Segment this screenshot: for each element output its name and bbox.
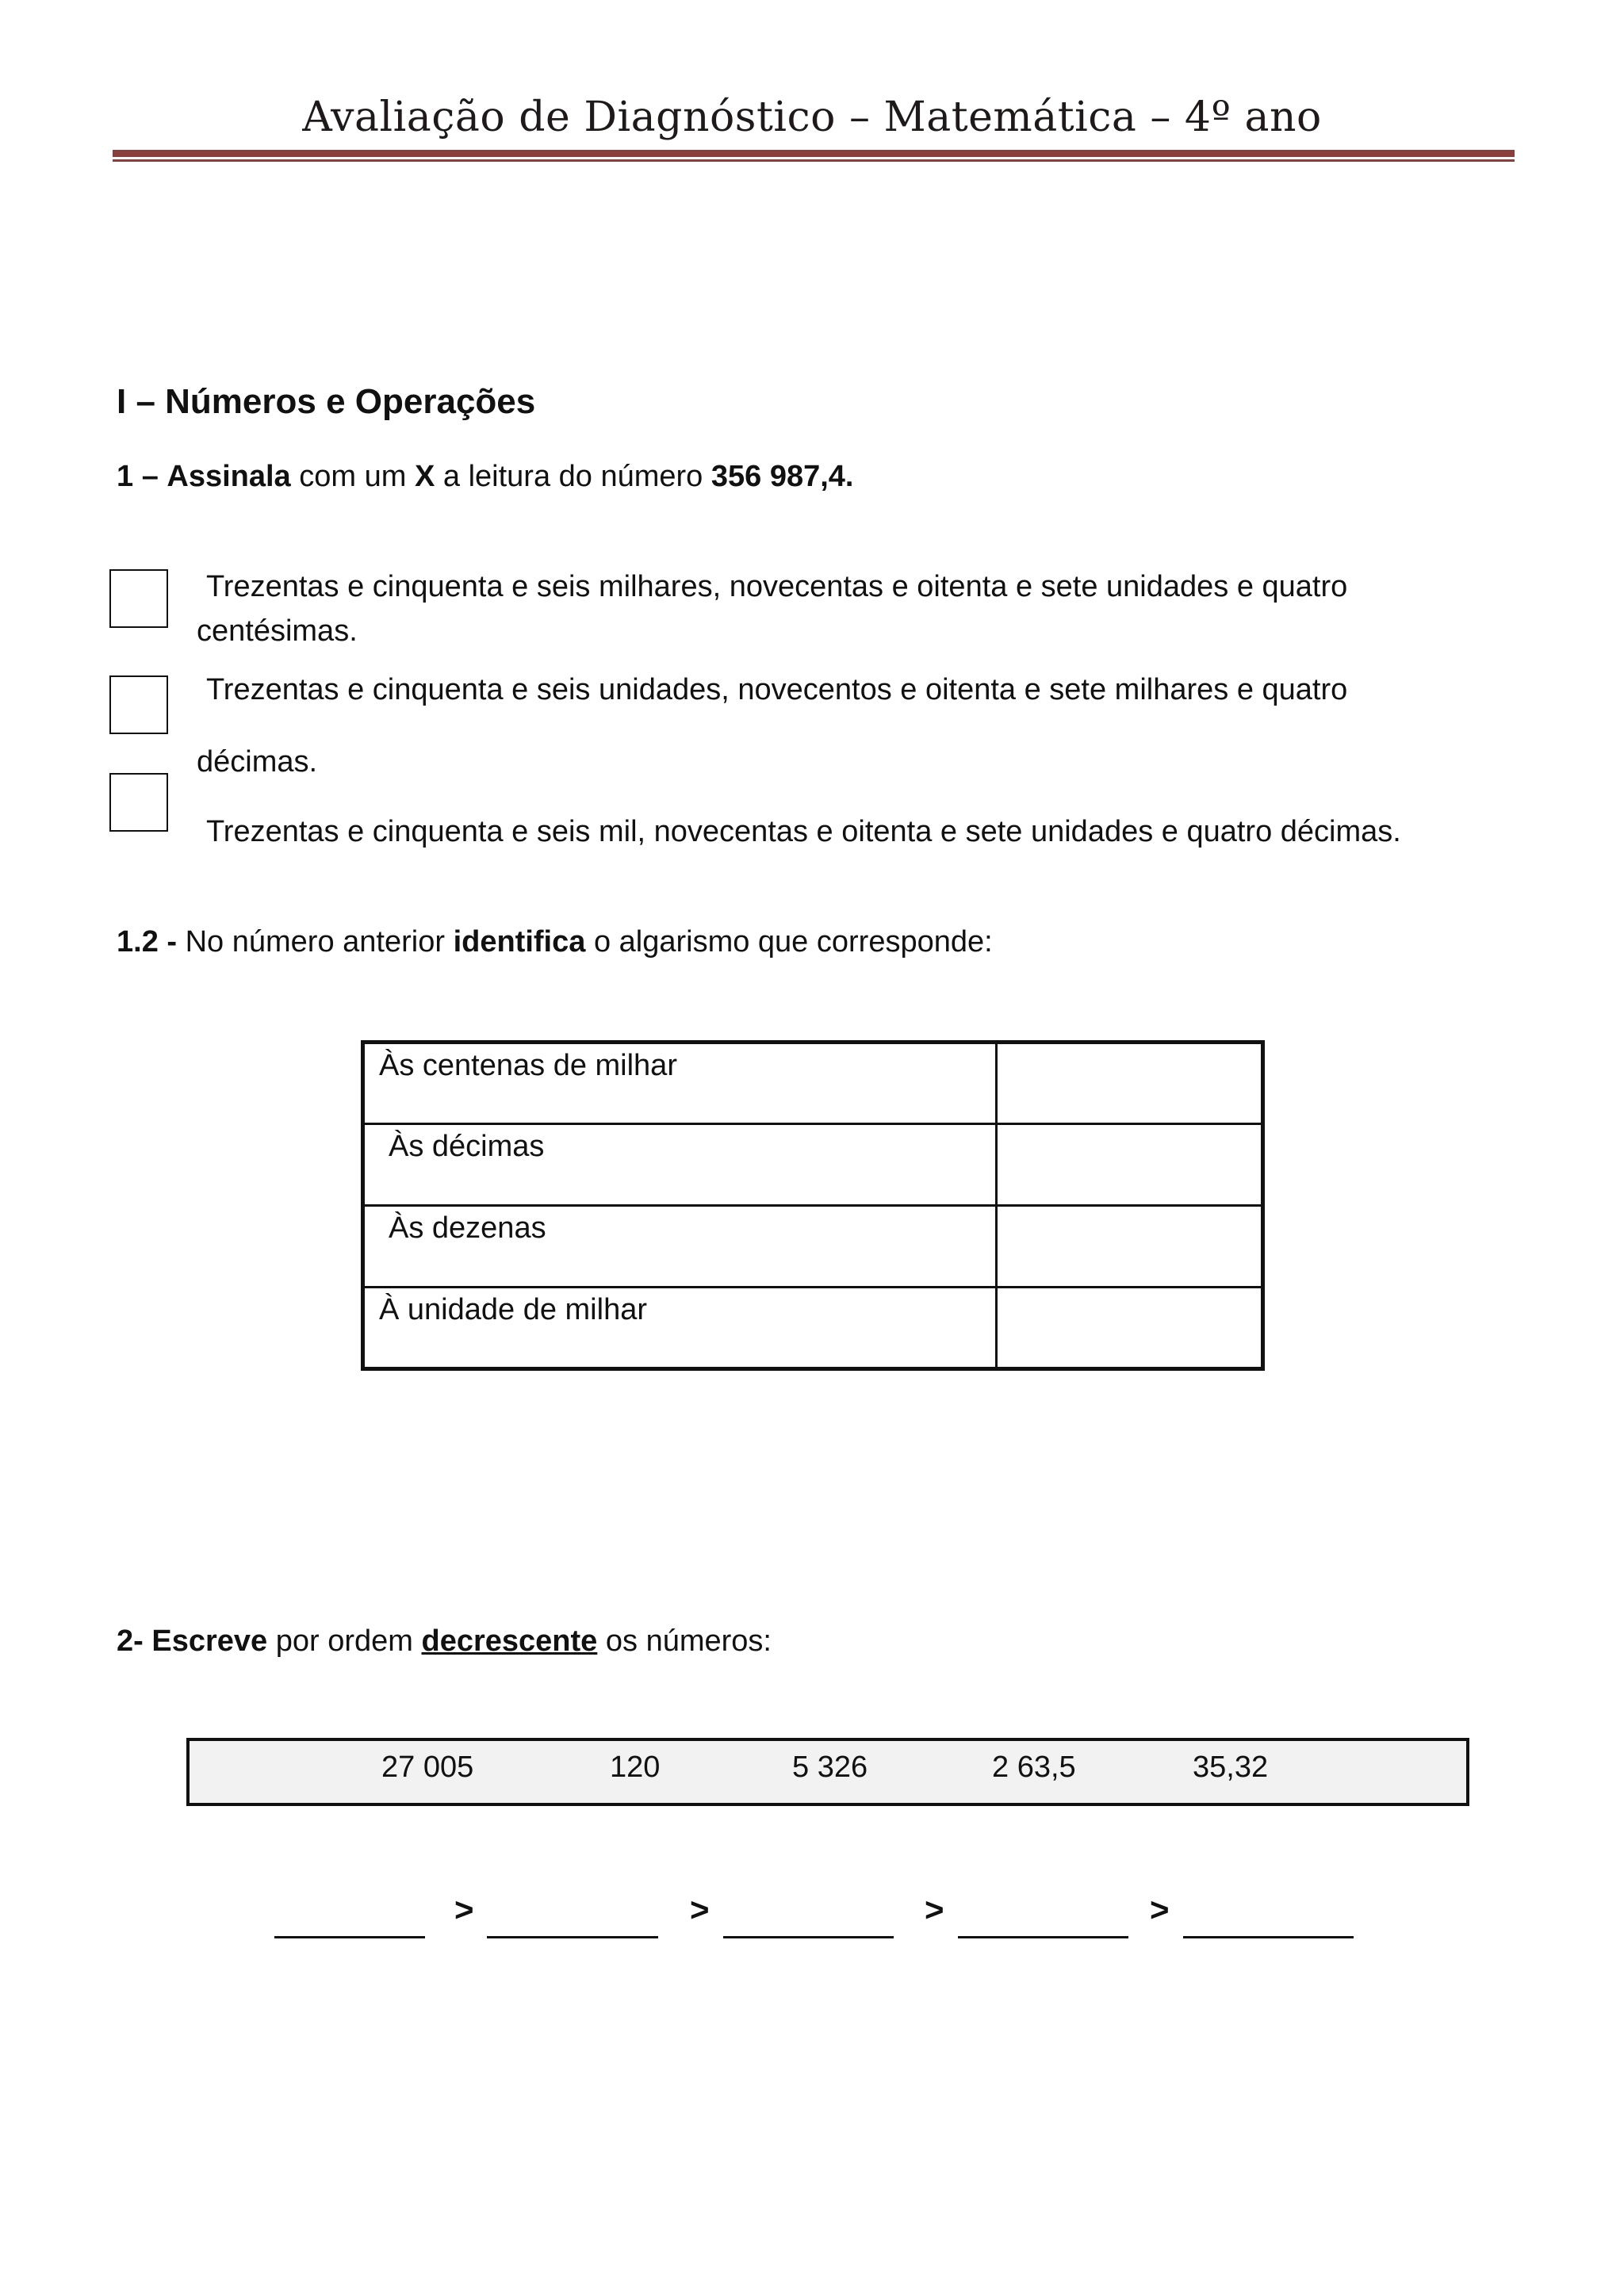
table-row [363, 1124, 1263, 1206]
question-1-value: 356 987,4. [710, 460, 854, 493]
answer-cell[interactable] [997, 1043, 1263, 1124]
question-2 [117, 1624, 772, 1659]
question-1-text-a: com um [299, 460, 407, 493]
option-2-line-1: Trezentas e cinquenta e seis unidades, novecentos e oitenta e sete milhares e quatro [206, 673, 1348, 706]
table-row-label: Às dezenas [363, 1206, 997, 1288]
table-row [363, 1206, 1263, 1288]
option-2-line-2: décimas. [197, 745, 318, 779]
number-item: 35,32 [1193, 1751, 1269, 1784]
question-1-2-text-a: No número anterior [185, 925, 445, 959]
table-row-label: Às centenas de milhar [363, 1043, 997, 1124]
table-row-label: À unidade de milhar [363, 1288, 997, 1369]
option-3-line-1: Trezentas e cinquenta e seis mil, novecentas e oitenta e sete unidades e quatro décimas. [206, 815, 1401, 848]
question-2-emphasis: decrescente [421, 1624, 598, 1658]
page-header: Avaliação de Diagnóstico – Matemática – 4º ano [302, 94, 1322, 141]
greater-than-symbol: > [690, 1891, 710, 1928]
greater-than-symbol: > [454, 1891, 474, 1928]
number-item: 2 63,5 [992, 1751, 1076, 1784]
option-2-checkbox[interactable] [109, 675, 168, 734]
option-3-checkbox[interactable] [109, 773, 168, 832]
number-item: 27 005 [381, 1751, 474, 1784]
answer-cell[interactable] [997, 1288, 1263, 1369]
section-title: I – Números e Operações [117, 382, 536, 421]
answer-blank-2[interactable] [487, 1936, 658, 1938]
question-2-text-a: por ordem [275, 1624, 413, 1658]
answer-blank-1[interactable] [274, 1936, 425, 1938]
numbers-box [186, 1738, 1469, 1806]
table-row [363, 1043, 1263, 1124]
question-1-verb: Assinala [167, 460, 291, 493]
answer-cell[interactable] [997, 1124, 1263, 1206]
answer-cell[interactable] [997, 1206, 1263, 1288]
option-1-line-1: Trezentas e cinquenta e seis milhares, novecentas e oitenta e sete unidades e quatro [206, 570, 1348, 603]
option-1-line-2: centésimas. [197, 614, 358, 648]
header-rule [113, 150, 1515, 157]
question-1-2-number: 1.2 - [117, 925, 178, 959]
question-1-2 [117, 925, 993, 959]
option-1-checkbox[interactable] [109, 569, 168, 628]
question-1-text-b: a leitura do número [442, 460, 703, 493]
header-rule-thin [113, 159, 1515, 162]
table-row [363, 1288, 1263, 1369]
number-item: 5 326 [792, 1751, 868, 1784]
greater-than-symbol: > [925, 1891, 944, 1928]
answer-blank-4[interactable] [958, 1936, 1128, 1938]
greater-than-symbol: > [1150, 1891, 1170, 1928]
answer-blank-3[interactable] [723, 1936, 894, 1938]
question-1-mark: X [414, 460, 435, 493]
question-1 [117, 460, 853, 494]
table-row-label: Às décimas [363, 1124, 997, 1206]
question-1-2-text-b: o algarismo que corresponde: [593, 925, 993, 959]
answer-blank-5[interactable] [1183, 1936, 1354, 1938]
number-item: 120 [610, 1751, 661, 1784]
question-1-number: 1 – [117, 460, 159, 493]
question-2-text-b: os números: [605, 1624, 772, 1658]
question-1-2-verb: identifica [453, 925, 586, 959]
question-2-number: 2- [117, 1624, 144, 1658]
question-2-verb: Escreve [151, 1624, 268, 1658]
place-value-table [361, 1040, 1265, 1371]
